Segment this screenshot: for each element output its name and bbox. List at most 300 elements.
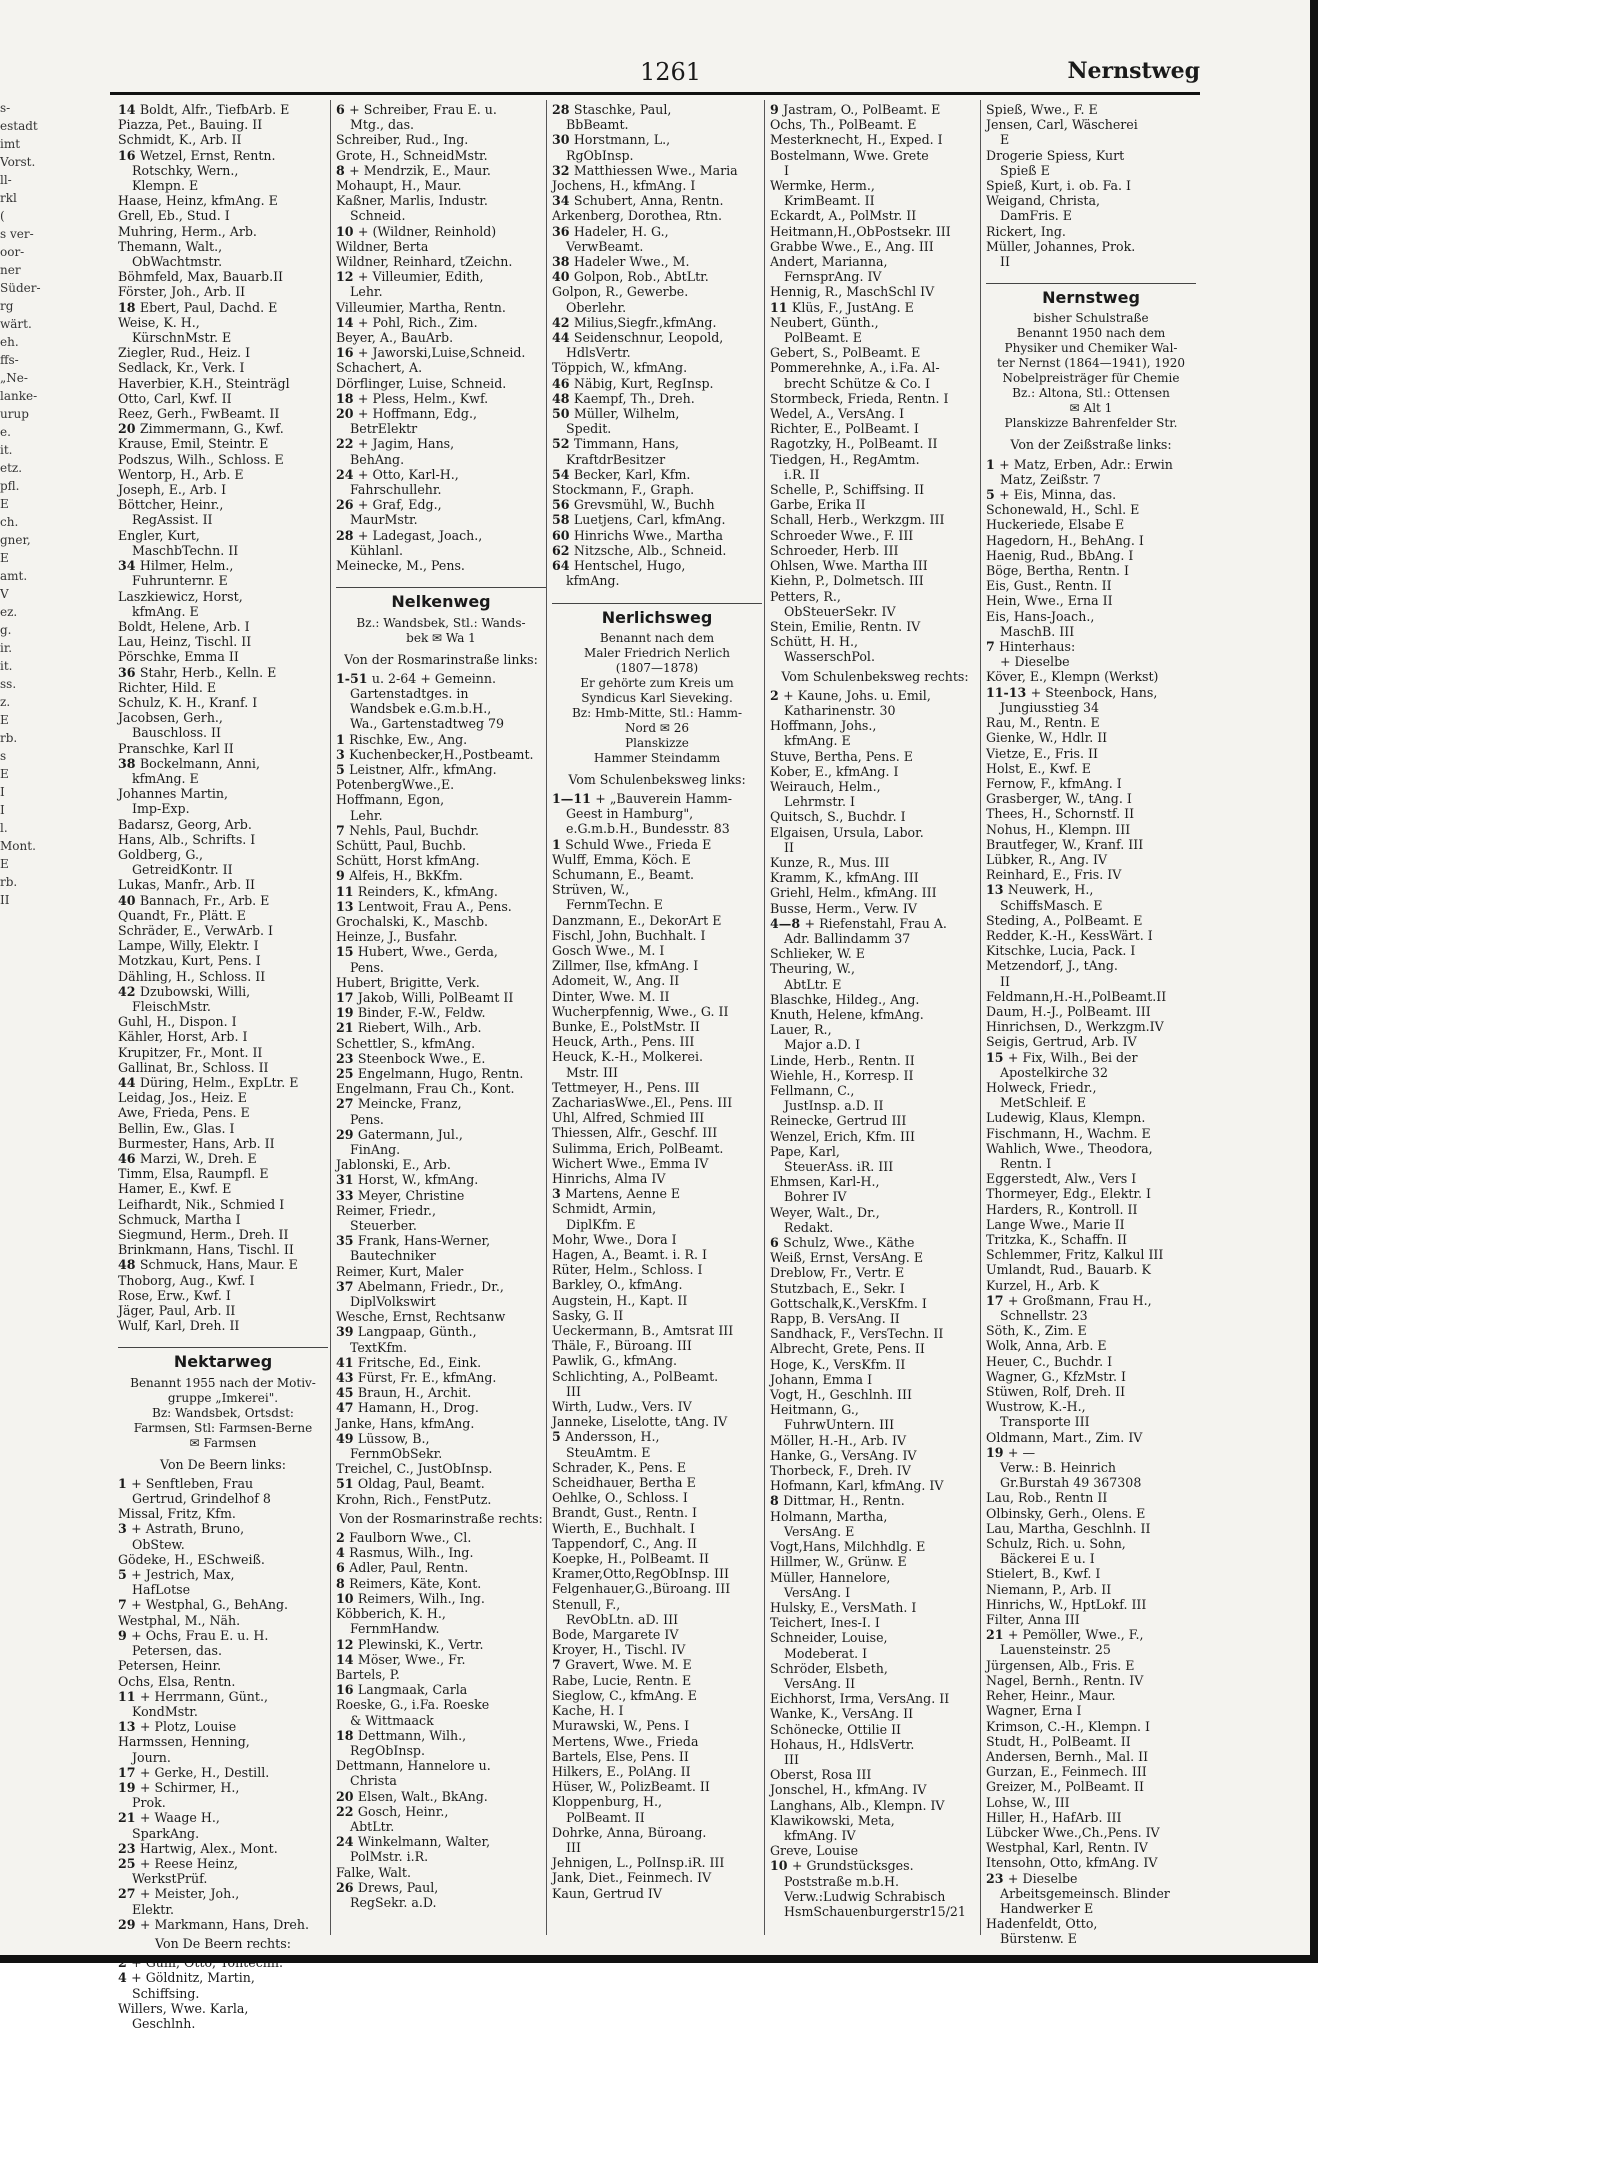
resident-entry — [552, 1338, 762, 1353]
entry-text: Umlandt, Rud., Bauarb. K — [986, 1262, 1151, 1278]
entry-text: + Riefenstahl, Frau A. — [804, 915, 947, 931]
entry-text: Golpon, R., Gewerbe. — [552, 284, 689, 300]
resident-entry — [118, 1288, 328, 1303]
resident-entry — [986, 1171, 1196, 1186]
entry-text: Töppich, W., kfmAng. — [552, 360, 688, 376]
entry-text: Holweck, Friedr., — [986, 1079, 1097, 1095]
entry-text: RgObInsp. — [566, 147, 634, 163]
resident-entry — [552, 148, 762, 163]
resident-entry — [336, 178, 546, 193]
entry-text: KraftdrBesitzer — [566, 451, 666, 467]
entry-text: Hilmer, Helm., — [139, 558, 234, 574]
house-number: 29 — [118, 1916, 140, 1932]
house-number: 18 — [118, 299, 140, 315]
resident-entry — [336, 1066, 546, 1081]
entry-text: FleischMstr. — [132, 998, 211, 1014]
resident-entry — [986, 1065, 1196, 1080]
resident-entry — [770, 573, 980, 588]
resident-entry — [118, 1105, 328, 1120]
resident-entry — [770, 1646, 980, 1661]
entry-text: + Herrmann, Günt., — [139, 1688, 268, 1704]
entry-text: Siegmund, Herm., Dreh. II — [118, 1227, 289, 1243]
entry-text: Andersen, Bernh., Mal. II — [986, 1748, 1149, 1764]
description-line: bek ✉ Wa 1 — [406, 630, 476, 645]
entry-text: Gosch, Heinr., — [357, 1803, 449, 1819]
house-number: 22 — [336, 1803, 358, 1819]
resident-entry — [336, 701, 546, 716]
entry-text: Schulz, K. H., Kranf. I — [118, 694, 258, 710]
resident-entry — [552, 1870, 762, 1885]
house-number: 26 — [336, 497, 358, 513]
entry-text: Daum, H.-J., PolBeamt. III — [986, 1003, 1151, 1019]
entry-text: Haverbier, K.H., Steinträgl — [118, 375, 290, 391]
house-number: 27 — [336, 1096, 358, 1112]
house-number: 10 — [770, 1858, 792, 1874]
entry-text: Greizer, M., PolBeamt. II — [986, 1779, 1144, 1795]
entry-text: Muhring, Herm., Arb. — [118, 223, 257, 239]
resident-entry — [552, 1855, 762, 1870]
resident-entry — [986, 1597, 1196, 1612]
entry-text: Spieß, Kurt, i. ob. Fa. I — [986, 178, 1131, 194]
resident-entry — [770, 421, 980, 436]
resident-entry — [336, 1385, 546, 1400]
resident-entry — [986, 1399, 1196, 1414]
resident-entry — [552, 1505, 762, 1520]
resident-entry — [986, 989, 1196, 1004]
entry-text: Teichert, Ines-I. I — [770, 1615, 880, 1631]
description-line: (1807—1878) — [615, 660, 699, 675]
resident-entry — [986, 1050, 1196, 1065]
resident-entry — [986, 148, 1196, 163]
entry-text: Metzendorf, J., tAng. — [986, 958, 1118, 974]
house-number: 58 — [552, 512, 574, 528]
entry-text: Jablonski, E., Arb. — [336, 1157, 451, 1173]
entry-text: Andert, Marianna, — [770, 254, 888, 270]
resident-entry — [118, 1810, 328, 1825]
entry-text: kfmAng. IV — [784, 1827, 856, 1843]
entry-text: Steding, A., PolBeamt. E — [986, 912, 1143, 928]
resident-entry — [986, 593, 1196, 608]
entry-text: Nagel, Bernh., Rentn. IV — [986, 1672, 1144, 1688]
direction-heading: Von der Zeißstraße links: — [1010, 437, 1172, 453]
house-number: 18 — [336, 1727, 358, 1743]
entry-text: + Senftleben, Frau — [131, 1475, 254, 1491]
resident-entry — [118, 1303, 328, 1318]
entry-text: kfmAng. E — [784, 733, 851, 749]
entry-text: Schneider, Louise, — [770, 1630, 888, 1646]
entry-text: Journ. — [132, 1749, 171, 1765]
entry-text: Scheidhauer, Bertha E — [552, 1475, 696, 1491]
resident-entry — [552, 1886, 762, 1901]
entry-text: Heitmann, G., — [770, 1402, 859, 1418]
entry-text: Alfeis, H., BkKfm. — [349, 868, 463, 884]
resident-entry — [118, 2016, 328, 2031]
house-number: 48 — [552, 390, 574, 406]
resident-entry — [770, 1782, 980, 1797]
resident-entry — [770, 1220, 980, 1235]
resident-entry — [552, 1810, 762, 1825]
entry-text: Kühlanl. — [350, 542, 404, 558]
entry-text: BbBeamt. — [566, 117, 629, 133]
resident-entry — [552, 1156, 762, 1171]
direction-heading: Von der Rosmarinstraße links: — [344, 651, 538, 667]
entry-text: Schiffsing. — [132, 1985, 200, 2001]
entry-text: Grote, H., SchneidMstr. — [336, 147, 488, 163]
resident-entry — [770, 1357, 980, 1372]
entry-text: Gatermann, Jul., — [357, 1126, 463, 1142]
entry-text: Wandsbek e.G.m.b.H., — [350, 701, 492, 717]
entry-text: + Westphal, G., BehAng. — [131, 1597, 289, 1613]
resident-entry — [986, 1247, 1196, 1262]
entry-text: Spedit. — [566, 421, 612, 437]
entry-text: Brautfeger, W., Kranf. III — [986, 836, 1144, 852]
entry-text: Kache, H. I — [552, 1703, 624, 1719]
entry-text: WerkstPrüf. — [132, 1871, 208, 1887]
entry-text: Barkley, O., kfmAng. — [552, 1277, 683, 1293]
edge-fragment: rb. — [0, 875, 18, 889]
resident-entry — [552, 391, 762, 406]
entry-text: Bauschloss. II — [132, 725, 221, 741]
resident-entry — [118, 634, 328, 649]
resident-entry — [118, 1765, 328, 1780]
entry-text: Martens, Aenne E — [565, 1186, 681, 1202]
entry-text: SparkAng. — [132, 1825, 200, 1841]
entry-text: Reimer, Kurt, Maler — [336, 1263, 464, 1279]
entry-text: Steuerber. — [350, 1218, 417, 1234]
resident-entry — [118, 589, 328, 604]
house-number: 30 — [552, 132, 574, 148]
resident-entry — [336, 868, 546, 883]
resident-entry — [336, 1834, 546, 1849]
resident-entry — [336, 1203, 546, 1218]
resident-entry — [118, 1181, 328, 1196]
entry-text: Böttcher, Heinr., — [118, 497, 224, 513]
entry-text: Jensen, Carl, Wäscherei — [986, 117, 1138, 133]
entry-text: Mohaupt, H., Maur. — [336, 178, 462, 194]
house-number: 7 — [552, 1657, 566, 1673]
entry-text: Weise, K. H., — [118, 314, 200, 330]
resident-entry — [552, 1095, 762, 1110]
description-line: Bz.: Wandsbek, Stl.: Wands- — [356, 615, 526, 630]
resident-entry — [986, 1916, 1196, 1931]
entry-text: Hanke, G., VersAng. IV — [770, 1447, 917, 1463]
resident-entry — [336, 823, 546, 838]
resident-entry — [552, 224, 762, 239]
edge-fragment: ir. — [0, 641, 13, 655]
entry-text: Frank, Hans-Werner, — [357, 1233, 491, 1249]
entry-text: Elgaisen, Ursula, Labor. — [770, 824, 924, 840]
entry-text: Rentn. I — [1000, 1155, 1052, 1171]
resident-entry — [336, 975, 546, 990]
entry-text: Hofmann, Karl, kfmAng. IV — [770, 1478, 944, 1494]
house-number: 19 — [986, 1444, 1008, 1460]
resident-entry — [770, 1341, 980, 1356]
house-number: 48 — [118, 1257, 140, 1273]
entry-text: Uhl, Alfred, Schmied III — [552, 1110, 705, 1126]
resident-entry — [118, 497, 328, 512]
resident-entry — [336, 1248, 546, 1263]
resident-entry — [118, 1689, 328, 1704]
resident-entry — [986, 1490, 1196, 1505]
resident-entry — [336, 102, 546, 117]
resident-entry — [770, 1676, 980, 1691]
resident-entry — [986, 958, 1196, 973]
entry-text: Hohaus, H., HdlsVertr. — [770, 1736, 915, 1752]
entry-text: III — [784, 1751, 799, 1767]
entry-text: Oldag, Paul, Beamt. — [357, 1476, 485, 1492]
entry-text: Bäckerei E u. I — [1000, 1551, 1095, 1567]
resident-entry — [118, 1886, 328, 1901]
entry-text: Roeske, G., i.Fa. Roeske — [336, 1697, 490, 1713]
house-number: 24 — [336, 466, 358, 482]
entry-text: Danzmann, E., DekorArt E — [552, 912, 722, 928]
edge-fragment: V — [0, 587, 9, 601]
entry-text: Treichel, C., JustObInsp. — [336, 1461, 493, 1477]
entry-text: Wetzel, Ernst, Rentn. — [139, 147, 276, 163]
entry-text: Rischke, Ew., Ang. — [349, 731, 468, 747]
resident-entry — [770, 1296, 980, 1311]
resident-entry — [552, 269, 762, 284]
entry-text: & Wittmaack — [350, 1712, 434, 1728]
entry-text: Jehnigen, L., PolInsp.iR. III — [552, 1855, 725, 1871]
entry-text: Schnellstr. 23 — [1000, 1308, 1088, 1324]
resident-entry — [336, 421, 546, 436]
resident-entry — [552, 943, 762, 958]
entry-text: Hulsky, E., VersMath. I — [770, 1599, 917, 1615]
resident-entry — [552, 882, 762, 897]
resident-entry — [986, 624, 1196, 639]
edge-fragment: I — [0, 803, 5, 817]
resident-entry — [552, 1125, 762, 1140]
entry-text: + Grundstücksges. — [791, 1858, 914, 1874]
house-number: 40 — [552, 269, 574, 285]
entry-text: Lentwoit, Frau A., Pens. — [357, 898, 512, 914]
resident-entry — [770, 619, 980, 634]
edge-fragment: l. — [0, 821, 8, 835]
resident-entry — [336, 1279, 546, 1294]
resident-entry — [770, 1053, 980, 1068]
entry-text: PotenbergWwe.,E. — [336, 777, 455, 793]
entry-text: FernmObSekr. — [350, 1446, 443, 1462]
resident-entry — [118, 1197, 328, 1212]
resident-entry — [770, 764, 980, 779]
entry-text: Haase, Heinz, kfmAng. E — [118, 193, 278, 209]
entry-text: + Matz, Erben, Adr.: Erwin — [999, 456, 1173, 472]
resident-entry — [770, 1661, 980, 1676]
entry-text: Albrecht, Grete, Pens. II — [770, 1341, 925, 1357]
description-line: Farmsen, Stl: Farmsen-Berne — [133, 1420, 313, 1435]
entry-text: Hennig, R., MaschSchl IV — [770, 284, 935, 300]
entry-text: II — [784, 839, 794, 855]
entry-text: Tiedgen, H., RegAmtm. — [770, 451, 920, 467]
entry-text: Pörschke, Emma II — [118, 649, 239, 665]
resident-entry — [770, 543, 980, 558]
resident-entry — [770, 224, 980, 239]
resident-entry — [552, 1293, 762, 1308]
resident-entry — [770, 482, 980, 497]
resident-entry — [336, 1545, 546, 1560]
house-number: 32 — [552, 162, 574, 178]
edge-fragment: Süder- — [0, 281, 41, 295]
resident-entry — [770, 376, 980, 391]
resident-entry — [986, 1886, 1196, 1901]
resident-entry — [118, 345, 328, 360]
entry-text: Lauensteinstr. 25 — [1000, 1642, 1111, 1658]
resident-entry — [770, 840, 980, 855]
resident-entry — [552, 1232, 762, 1247]
resident-entry — [986, 639, 1196, 654]
resident-entry — [770, 239, 980, 254]
resident-entry — [118, 847, 328, 862]
entry-text: Reinecke, Gertrud III — [770, 1113, 907, 1129]
resident-entry — [986, 1414, 1196, 1429]
entry-text: Weirauch, Helm., — [770, 778, 881, 794]
resident-entry — [118, 102, 328, 117]
resident-entry — [552, 1673, 762, 1688]
page-header — [110, 50, 1200, 86]
resident-entry — [336, 1865, 546, 1880]
edge-fragment: eh. — [0, 335, 19, 349]
entry-text: Knuth, Helene, kfmAng. — [770, 1006, 924, 1022]
resident-entry — [770, 589, 980, 604]
resident-entry — [336, 1096, 546, 1111]
resident-entry — [552, 132, 762, 147]
resident-entry — [986, 1719, 1196, 1734]
resident-entry — [770, 1113, 980, 1128]
house-number: 21 — [336, 1020, 358, 1036]
entry-text: Reimers, Käte, Kont. — [349, 1575, 482, 1591]
entry-text: II — [1000, 973, 1010, 989]
house-number: 37 — [336, 1278, 358, 1294]
house-number: 1 — [552, 836, 566, 852]
entry-text: Gertrud, Grindelhof 8 — [132, 1491, 271, 1507]
entry-text: Langmaak, Carla — [357, 1682, 468, 1698]
entry-text: Lau, Heinz, Tischl. II — [118, 634, 252, 650]
resident-entry — [336, 254, 546, 269]
resident-entry — [118, 1986, 328, 2001]
resident-entry — [770, 1858, 980, 1873]
resident-entry — [986, 1551, 1196, 1566]
resident-entry — [552, 1429, 762, 1444]
resident-entry — [552, 928, 762, 943]
direction-heading: Von De Beern links: — [160, 1456, 286, 1472]
resident-entry — [118, 436, 328, 451]
entry-text: Busse, Herm., Verw. IV — [770, 900, 917, 916]
resident-entry — [986, 1475, 1196, 1490]
house-number: 19 — [336, 1005, 358, 1021]
resident-entry — [552, 543, 762, 558]
entry-text: Strüven, W., — [552, 882, 630, 898]
house-number: 4 — [336, 1545, 350, 1561]
facing-page-fragments — [0, 100, 41, 1940]
entry-text: Schall, Herb., Werkzgm. III — [770, 512, 945, 528]
entry-text: KürschnMstr. E — [132, 330, 232, 346]
entry-text: Eis, Gust., Rentn. II — [986, 578, 1112, 594]
edge-fragment: z. — [0, 695, 11, 709]
entry-text: Faulborn Wwe., Cl. — [349, 1530, 472, 1546]
resident-entry — [336, 345, 546, 360]
resident-entry — [336, 1127, 546, 1142]
entry-text: Thormeyer, Edg., Elektr. I — [986, 1186, 1152, 1202]
entry-text: Hartwig, Alex., Mont. — [139, 1840, 278, 1856]
resident-entry — [552, 1490, 762, 1505]
entry-text: MaschB. III — [1000, 623, 1075, 639]
description-line: Nord ✉ 26 — [624, 720, 690, 735]
entry-text: + Otto, Karl-H., — [357, 466, 459, 482]
resident-entry — [552, 806, 762, 821]
entry-text: Boldt, Alfr., TiefbArb. E — [139, 102, 290, 117]
resident-entry — [552, 897, 762, 912]
entry-text: Abelmann, Friedr., Dr., — [357, 1278, 504, 1294]
house-number: 4 — [118, 1970, 132, 1986]
entry-text: Katharinenstr. 30 — [784, 702, 896, 718]
entry-text: Engelmann, Hugo, Rentn. — [357, 1065, 524, 1081]
entry-text: Schröder, Elsbeth, — [770, 1660, 888, 1676]
entry-text: Transporte III — [1000, 1414, 1090, 1430]
entry-text: Linde, Herb., Rentn. II — [770, 1052, 915, 1068]
entry-text: Ziegler, Rud., Heiz. I — [118, 345, 251, 361]
entry-text: AbtLtr. E — [784, 976, 842, 992]
street-section-title: Nektarweg — [118, 1347, 328, 1369]
entry-text: Kober, E., kfmAng. I — [770, 763, 899, 779]
resident-entry — [336, 132, 546, 147]
resident-entry — [552, 406, 762, 421]
entry-text: Boldt, Helene, Arb. I — [118, 618, 250, 634]
entry-text: Schonewald, H., Schl. E — [986, 502, 1140, 518]
entry-text: Stein, Emilie, Rentn. IV — [770, 618, 921, 634]
page-number: 1261 — [640, 58, 702, 86]
entry-text: Schütt, Paul, Buchb. — [336, 837, 467, 853]
resident-entry — [986, 1688, 1196, 1703]
resident-entry — [986, 1293, 1196, 1308]
house-number: 49 — [336, 1430, 358, 1446]
entry-text: Timm, Elsa, Raumpfl. E — [118, 1166, 269, 1182]
resident-entry — [118, 163, 328, 178]
resident-entry — [986, 1232, 1196, 1247]
resident-entry — [336, 990, 546, 1005]
entry-text: Villeumier, Martha, Rentn. — [336, 299, 506, 315]
entry-text: Köbberich, K. H., — [336, 1606, 446, 1622]
house-number: 34 — [118, 558, 140, 574]
description-line: ✉ Alt 1 — [1069, 401, 1113, 416]
entry-text: Sandhack, F., VersTechn. II — [770, 1326, 944, 1342]
entry-text: Schmuck, Hans, Maur. E — [139, 1257, 298, 1273]
entry-text: Missal, Fritz, Kfm. — [118, 1506, 236, 1522]
entry-text: u. 2-64 + Gemeinn. — [371, 670, 497, 686]
resident-entry — [986, 1810, 1196, 1825]
resident-entry — [986, 685, 1196, 700]
resident-entry — [552, 573, 762, 588]
entry-text: Neuwerk, H., — [1007, 882, 1094, 898]
resident-entry — [118, 1273, 328, 1288]
house-number: 8 — [770, 1493, 784, 1509]
resident-entry — [986, 1338, 1196, 1353]
house-number: 11 — [336, 883, 358, 899]
entry-text: Bode, Margarete IV — [552, 1627, 679, 1643]
entry-text: Hoffmann, Egon, — [336, 792, 445, 808]
entry-text: WasserschPol. — [784, 649, 875, 665]
resident-entry — [770, 1417, 980, 1432]
resident-entry — [336, 193, 546, 208]
description-line: Er gehörte zum Kreis um — [580, 675, 734, 690]
entry-text: Leistner, Alfr., kfmAng. — [349, 761, 497, 777]
resident-entry — [986, 178, 1196, 193]
edge-fragment: ffs- — [0, 353, 19, 367]
entry-text: Böhmfeld, Max, Bauarb.II — [118, 269, 284, 285]
resident-entry — [336, 239, 546, 254]
resident-entry — [118, 953, 328, 968]
entry-text: Hamer, E., Kwf. E — [118, 1181, 232, 1197]
